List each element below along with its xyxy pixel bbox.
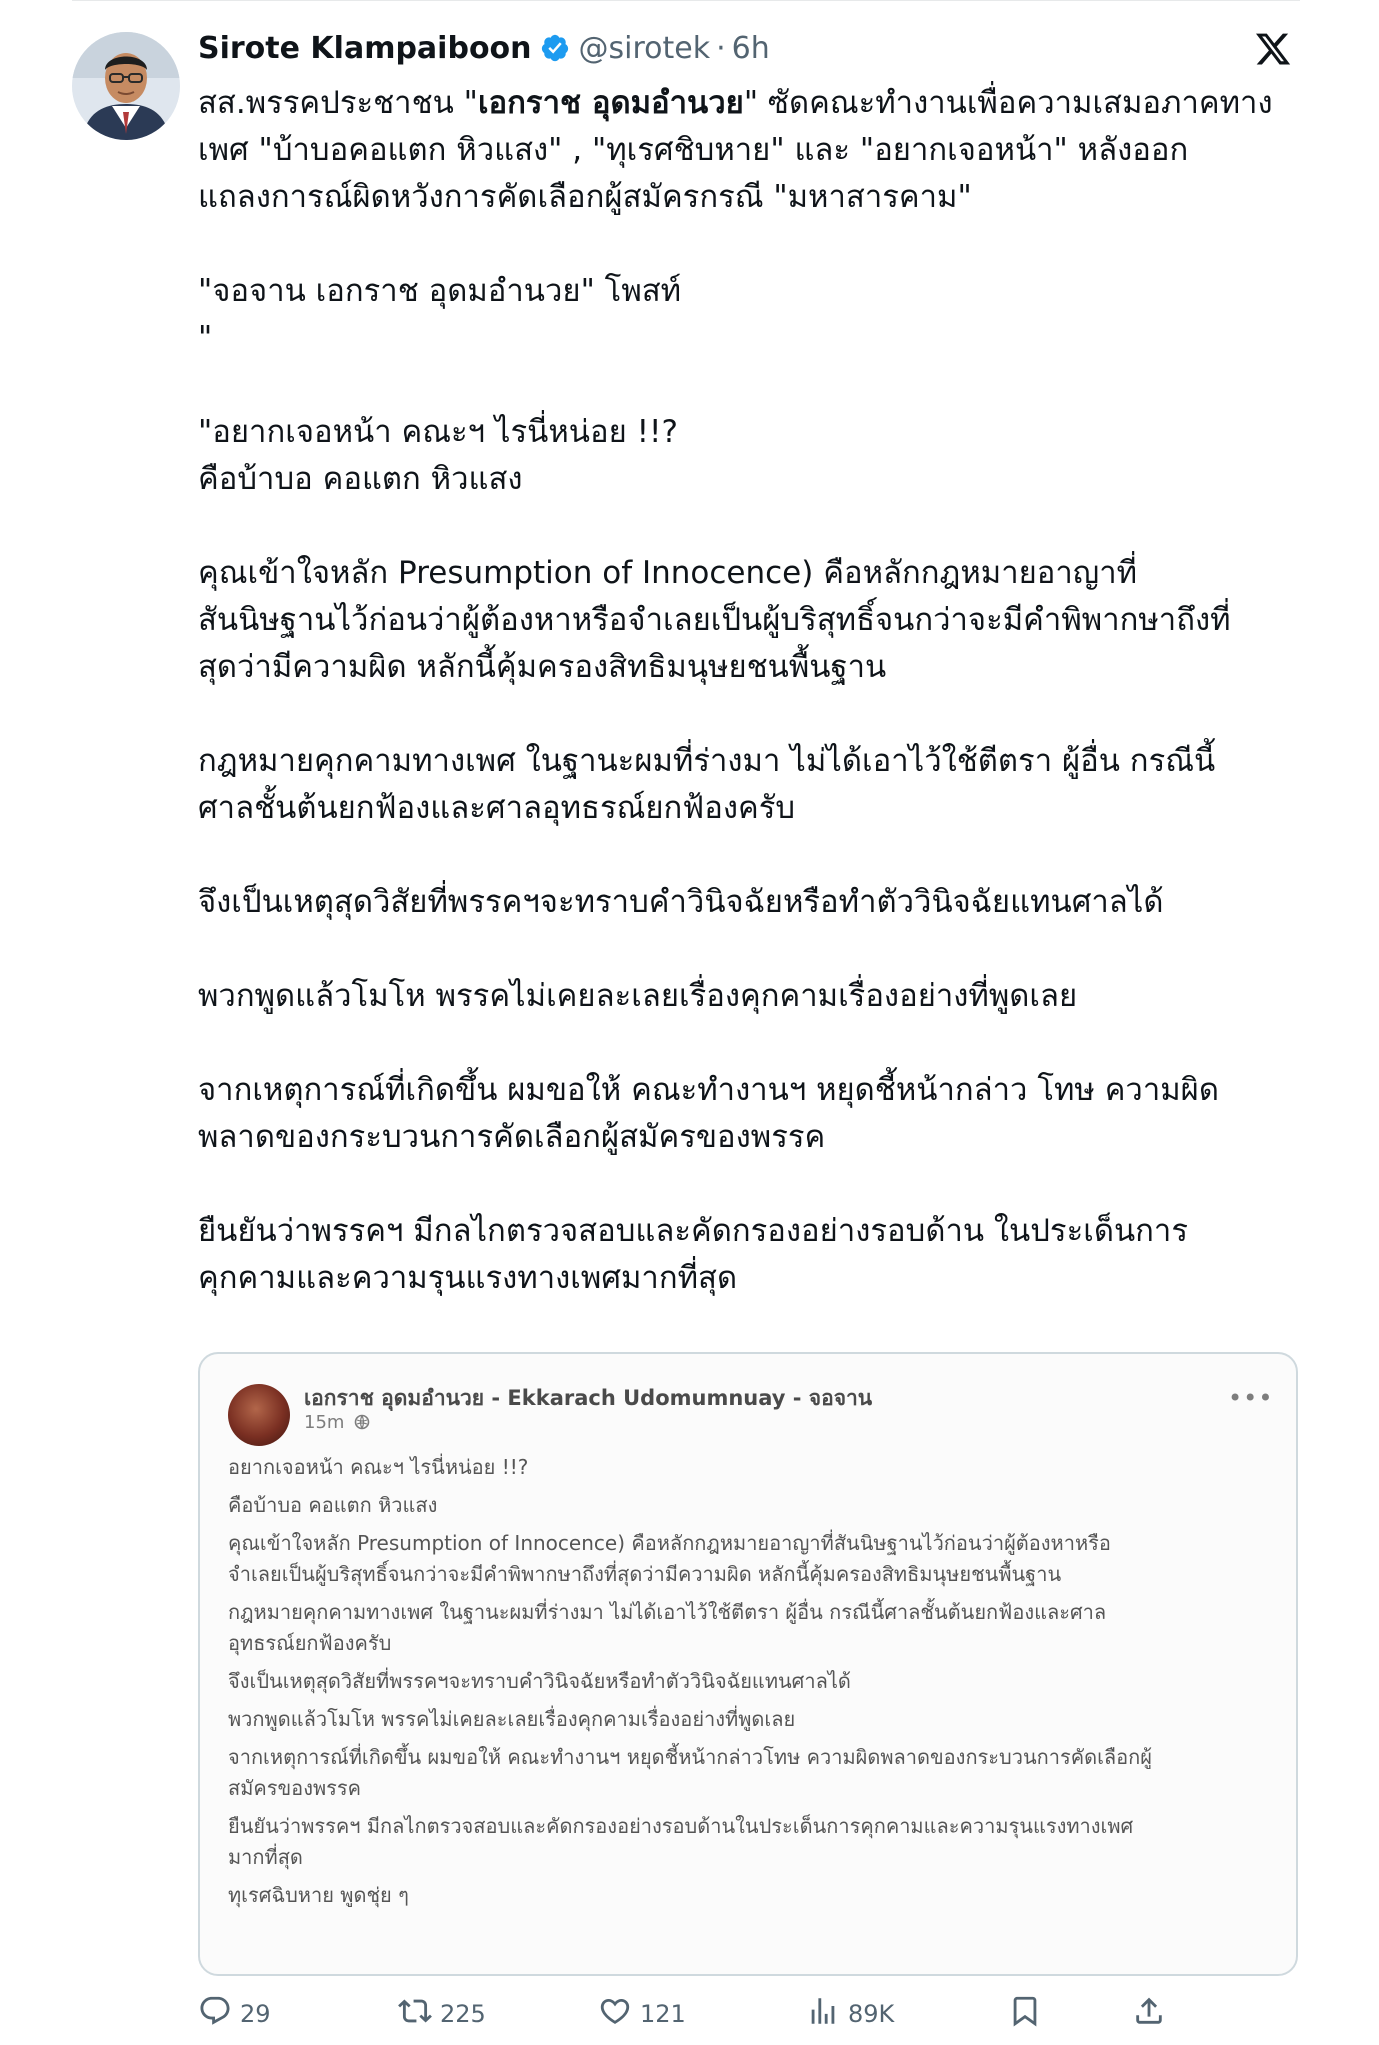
intro-line-2: เพศ "บ้าบอคอแตก หิวแสง" , "ทุเรศชิบหาย" และ "อยากเจอหน้า" หลังออก bbox=[198, 132, 1189, 168]
para-3-line-1: กฎหมายคุกคามทางเพศ ในฐานะผมที่ร่างมา ไม่ได้เอาไว้ใช้ตีตรา ผู้อื่น กรณีนี้ bbox=[198, 743, 1216, 779]
para-5-line-1: พวกพูดแล้วโมโห พรรคไม่เคยละเลยเรื่องคุกคามเรื่องอย่างที่พูดเลย bbox=[198, 978, 1078, 1014]
globe-icon bbox=[350, 1412, 370, 1433]
share-button[interactable] bbox=[1132, 1992, 1166, 2036]
embedded-text: มากที่สุด bbox=[228, 1845, 303, 1869]
embedded-text: จึงเป็นเหตุสุดวิสัยที่พรรคฯจะทราบคำวินิจฉัยหรือทำตัววินิจฉัยแทนศาลได้ bbox=[228, 1669, 851, 1693]
embedded-post-time: 15m bbox=[304, 1412, 345, 1433]
embedded-text: จำเลยเป็นผู้บริสุทธิ์จนกว่าจะมีคำพิพากษาถึงที่สุดว่ามีความผิด หลักนี้คุ้มครองสิทธิมนุษยชนพื้นฐาน bbox=[228, 1562, 1062, 1586]
author-handle[interactable]: @sirotek bbox=[578, 30, 711, 66]
para-1-line-2: คือบ้าบอ คอแตก หิวแสง bbox=[198, 461, 523, 497]
tweet-header bbox=[198, 26, 770, 70]
embedded-post-meta bbox=[304, 1412, 370, 1433]
repost-button[interactable] bbox=[398, 1992, 486, 2036]
embedded-text: ทุเรศฉิบหาย พูดชุ่ย ๆ bbox=[228, 1883, 409, 1907]
like-button[interactable] bbox=[598, 1992, 686, 2036]
author-name[interactable]: Sirote Klampaiboon bbox=[198, 30, 532, 66]
embedded-text: พวกพูดแล้วโมโห พรรคไม่เคยละเลยเรื่องคุกคามเรื่องอย่างที่พูดเลย bbox=[228, 1707, 796, 1731]
embedded-text: อุทธรณ์ยกฟ้องครับ bbox=[228, 1631, 392, 1655]
embedded-line bbox=[228, 1452, 1278, 1483]
repost-icon bbox=[398, 1994, 432, 2034]
para-6-line-2: พลาดของกระบวนการคัดเลือกผู้สมัครของพรรค bbox=[198, 1119, 826, 1155]
like-count: 121 bbox=[640, 2000, 686, 2028]
embedded-text: จากเหตุการณ์ที่เกิดขึ้น ผมขอให้ คณะทำงานฯ หยุดชี้หน้ากล่าวโทษ ความผิดพลาดของกระบวนการคัดเลือกผู้ bbox=[228, 1745, 1153, 1769]
reply-icon bbox=[198, 1994, 232, 2034]
verified-badge-icon bbox=[540, 33, 570, 63]
tweet-timestamp[interactable]: 6h bbox=[731, 30, 770, 66]
embedded-line bbox=[228, 1666, 1278, 1697]
tweet-actions bbox=[198, 1992, 1308, 2036]
x-logo-icon[interactable] bbox=[1254, 30, 1292, 68]
para-7-line-2: คุกคามและความรุนแรงทางเพศมากที่สุด bbox=[198, 1260, 738, 1296]
bookmark-icon bbox=[1008, 1994, 1042, 2034]
author-avatar[interactable] bbox=[72, 32, 180, 140]
embedded-text: สมัครของพรรค bbox=[228, 1776, 362, 1800]
embedded-text: คือบ้าบอ คอแตก หิวแสง bbox=[228, 1493, 438, 1517]
heart-icon bbox=[598, 1994, 632, 2034]
top-divider bbox=[72, 0, 1300, 4]
intro-text-a: สส.พรรคประชาชน " bbox=[198, 85, 478, 121]
embedded-text: กฎหมายคุกคามทางเพศ ในฐานะผมที่ร่างมา ไม่ได้เอาไว้ใช้ตีตรา ผู้อื่น กรณีนี้ศาลชั้นต้นยกฟ้องและศาล bbox=[228, 1600, 1107, 1624]
reply-count: 29 bbox=[240, 2000, 271, 2028]
embedded-line bbox=[228, 1742, 1278, 1804]
para-2-line-1: คุณเข้าใจหลัก Presumption of Innocence) คือหลักกฎหมายอาญาที่ bbox=[198, 555, 1138, 591]
tweet-text bbox=[198, 80, 1308, 1396]
embedded-line bbox=[228, 1880, 1278, 1911]
para-4-line-1: จึงเป็นเหตุสุดวิสัยที่พรรคฯจะทราบคำวินิจฉัยหรือทำตัววินิจฉัยแทนศาลได้ bbox=[198, 884, 1164, 920]
views-count: 89K bbox=[848, 2000, 895, 2028]
para-6-line-1: จากเหตุการณ์ที่เกิดขึ้น ผมขอให้ คณะทำงานฯ หยุดชี้หน้ากล่าว โทษ ความผิด bbox=[198, 1072, 1219, 1108]
views-button[interactable] bbox=[806, 1992, 894, 2036]
intro-bold-name: เอกราช อุดมอำนวย bbox=[477, 85, 744, 121]
para-2-line-2: สันนิษฐานไว้ก่อนว่าผู้ต้องหาหรือจำเลยเป็นผู้บริสุทธิ์จนกว่าจะมีคำพิพากษาถึงที่ bbox=[198, 602, 1231, 638]
embedded-line bbox=[228, 1490, 1278, 1521]
quote-mark: " bbox=[198, 320, 213, 356]
embedded-text: คุณเข้าใจหลัก Presumption of Innocence) คือหลักกฎหมายอาญาที่สันนิษฐานไว้ก่อนว่าผู้ต้องหาหรือ bbox=[228, 1531, 1111, 1555]
embedded-text: ยืนยันว่าพรรคฯ มีกลไกตรวจสอบและคัดกรองอย่างรอบด้านในประเด็นการคุกคามและความรุนแรงทางเพศ bbox=[228, 1814, 1134, 1838]
embedded-post-body bbox=[228, 1452, 1278, 1918]
more-options-icon: ••• bbox=[1228, 1384, 1274, 1412]
reply-button[interactable] bbox=[198, 1992, 271, 2036]
intro-line-3: แถลงการณ์ผิดหวังการคัดเลือกผู้สมัครกรณี "มหาสารคาม" bbox=[198, 179, 972, 215]
share-icon bbox=[1132, 1994, 1166, 2034]
para-3-line-2: ศาลชั้นต้นยกฟ้องและศาลอุทธรณ์ยกฟ้องครับ bbox=[198, 790, 796, 826]
bookmark-button[interactable] bbox=[1008, 1992, 1042, 2036]
quote-intro: "จอจาน เอกราช อุดมอำนวย" โพสท์ bbox=[198, 273, 682, 309]
embedded-text: อยากเจอหน้า คณะฯ ไรนี่หน่อย !!? bbox=[228, 1455, 529, 1479]
separator-dot: · bbox=[716, 30, 726, 66]
views-icon bbox=[806, 1994, 840, 2034]
intro-line-1 bbox=[198, 80, 1308, 127]
embedded-line bbox=[228, 1528, 1278, 1590]
embedded-line bbox=[228, 1597, 1278, 1659]
para-2-line-3: สุดว่ามีความผิด หลักนี้คุ้มครองสิทธิมนุษยชนพื้นฐาน bbox=[198, 649, 887, 685]
embedded-post-image[interactable] bbox=[198, 1352, 1298, 1976]
embedded-line bbox=[228, 1704, 1278, 1735]
embedded-author-name: เอกราช อุดมอำนวย - Ekkarach Udomumnuay - จอจาน bbox=[304, 1386, 873, 1410]
intro-text-b: " ซัดคณะทำงานเพื่อความเสมอภาคทาง bbox=[743, 85, 1273, 121]
para-1-line-1: "อยากเจอหน้า คณะฯ ไรนี่หน่อย !!? bbox=[198, 414, 678, 450]
embedded-author-avatar bbox=[228, 1384, 290, 1446]
embedded-line bbox=[228, 1811, 1278, 1873]
repost-count: 225 bbox=[440, 2000, 486, 2028]
avatar-portrait bbox=[72, 32, 180, 140]
para-7-line-1: ยืนยันว่าพรรคฯ มีกลไกตรวจสอบและคัดกรองอย่างรอบด้าน ในประเด็นการ bbox=[198, 1213, 1188, 1249]
